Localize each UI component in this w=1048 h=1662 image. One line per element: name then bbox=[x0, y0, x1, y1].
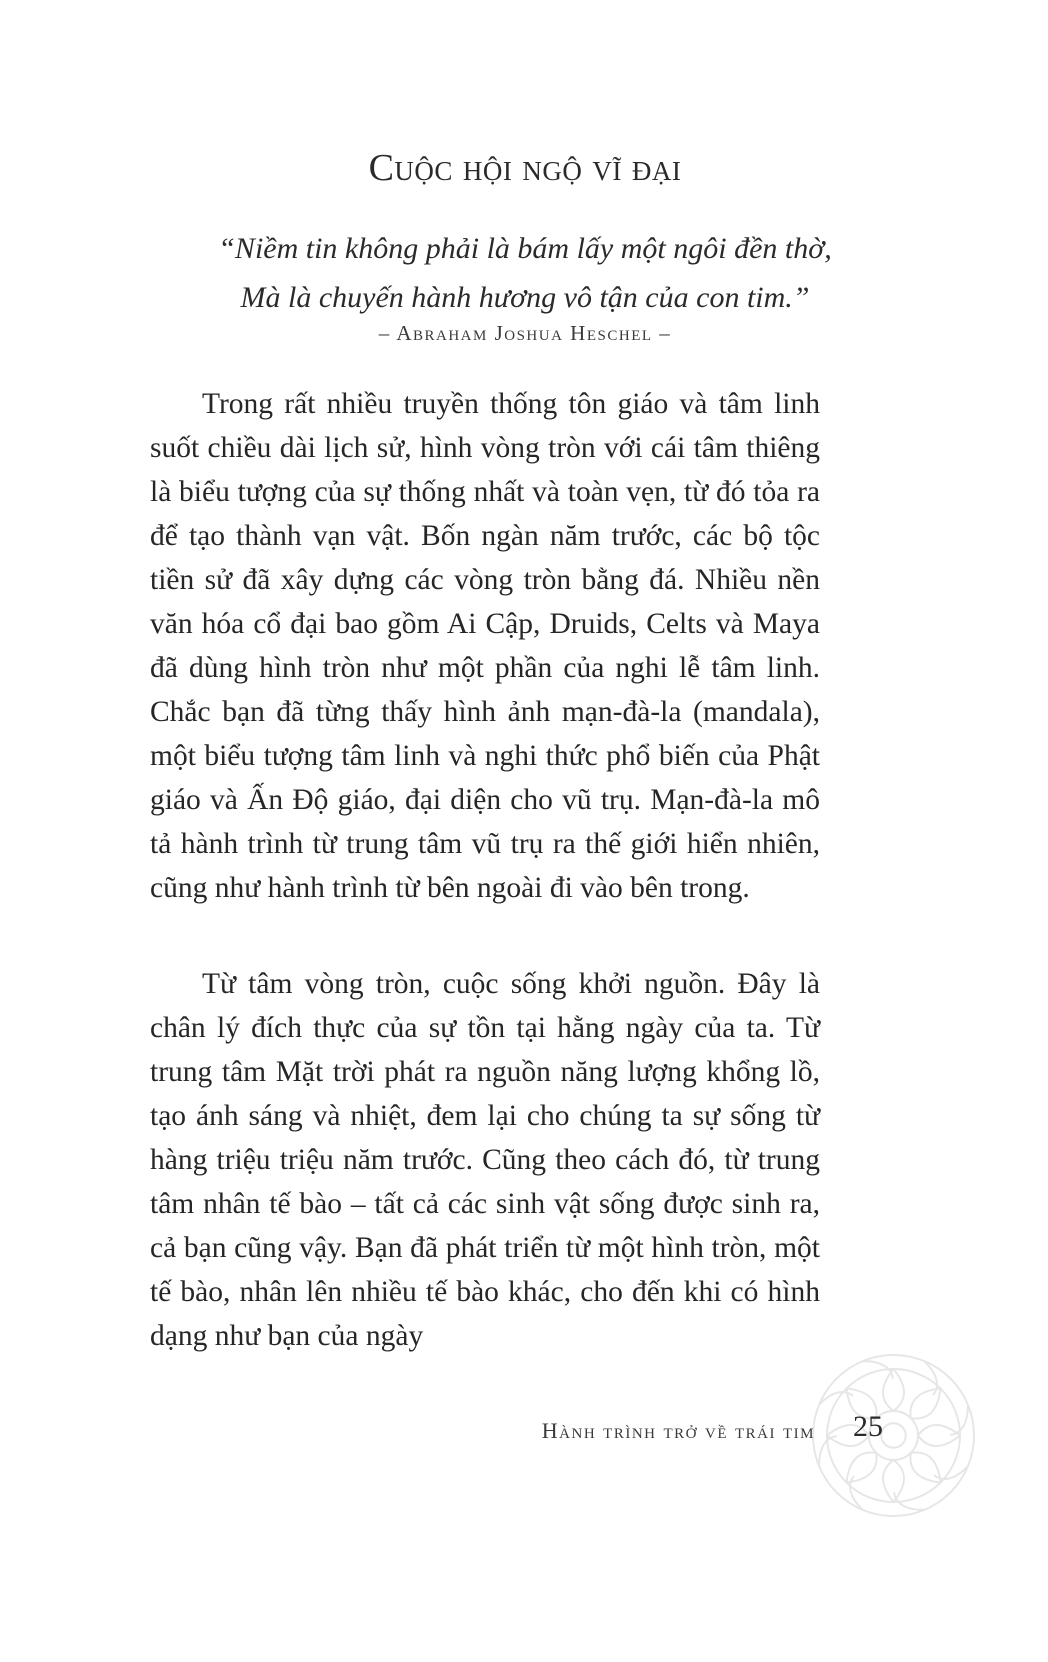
chapter-title: Cuộc hội ngộ vĩ đại bbox=[368, 147, 682, 189]
epigraph-attribution: – Abraham Joshua Heschel – bbox=[378, 321, 672, 345]
running-footer-book-title: Hành trình trở về trái tim bbox=[541, 1418, 815, 1443]
page-number: 25 bbox=[853, 1410, 883, 1443]
body-paragraph-2: Từ tâm vòng tròn, cuộc sống khởi nguồn. Đây là chân lý đích thực của sự tồn tại hằng ngày của ta. Từ trung tâm Mặt trời phát ra nguồn năng lượng khổng lồ, tạo ánh sáng và nhiệt, đem lại cho chúng ta sự sống từ hàng triệu triệu năm trước. Cũng theo cách đó, từ trung tâm nhân tế bào – tất cả các sinh vật sống được sinh ra, cả bạn cũng vậy. Bạn đã phát triển từ một hình tròn, một tế bào, nhân lên nhiều tế bào khác, cho đến khi có hình dạng như bạn của ngày bbox=[150, 968, 820, 1352]
body-paragraph-1: Trong rất nhiều truyền thống tôn giáo và tâm linh suốt chiều dài lịch sử, hình vòng tròn với cái tâm thiêng là biểu tượng của sự thống nhất và toàn vẹn, từ đó tỏa ra để tạo thành vạn vật. Bốn ngàn năm trước, các bộ tộc tiền sử đã xây dựng các vòng tròn bằng đá. Nhiều nền văn hóa cổ đại bao gồm Ai Cập, Druids, Celts và Maya đã dùng hình tròn như một phần của nghi lễ tâm linh. Chắc bạn đã từng thấy hình ảnh mạn-đà-la (mandala), một biểu tượng tâm linh và nghi thức phổ biến của Phật giáo và Ấn Độ giáo, đại diện cho vũ trụ. Mạn-đà-la mô tả hành trình từ trung tâm vũ trụ ra thế giới hiển nhiên, cũng như hành trình từ bên ngoài đi vào bên trong. bbox=[150, 388, 820, 904]
epigraph bbox=[150, 224, 900, 322]
epigraph-line-2: Mà là chuyến hành hương vô tận của con tim.” bbox=[240, 281, 810, 314]
epigraph-line-1: “Niềm tin không phải là bám lấy một ngôi đền thờ, bbox=[218, 232, 832, 265]
